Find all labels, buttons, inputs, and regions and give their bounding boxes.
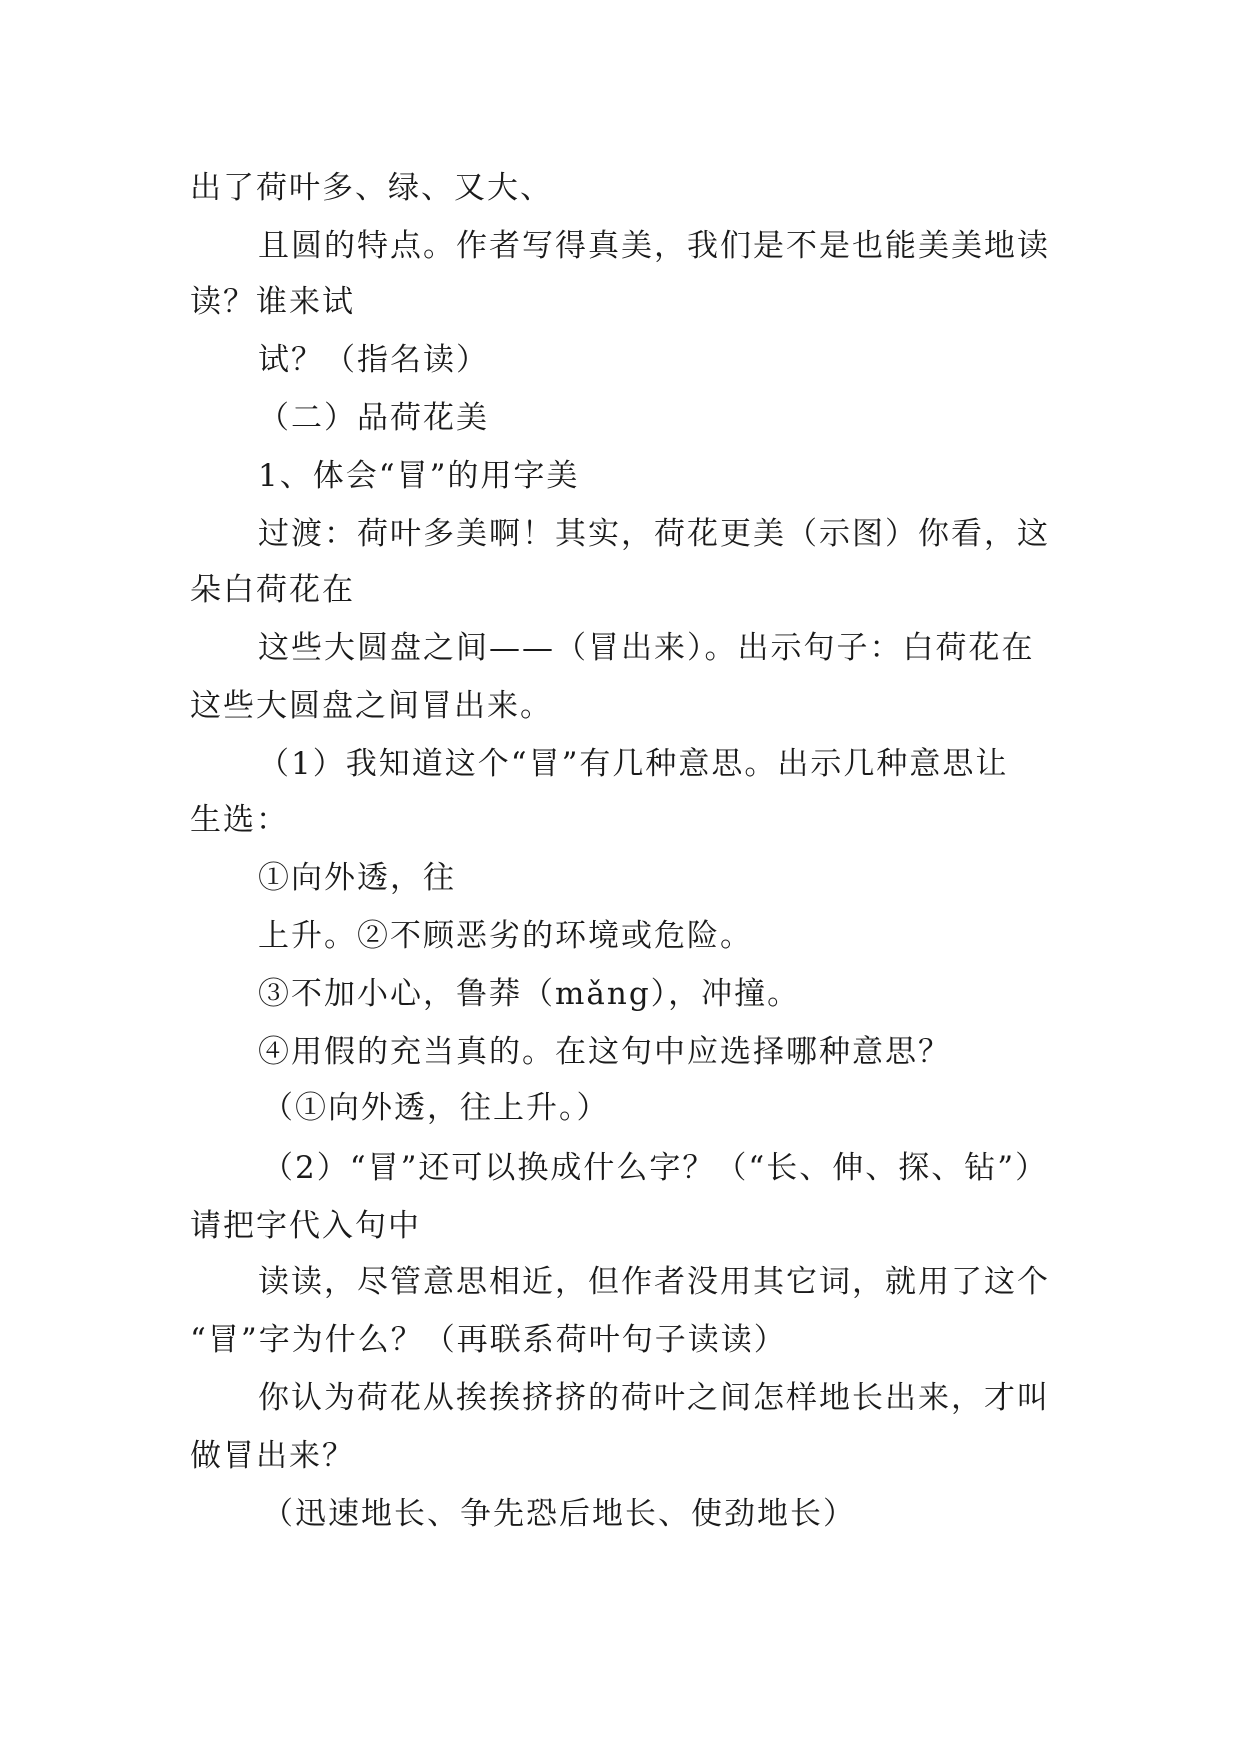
option-line: ③不加小心，鲁莽（mǎng），冲撞。 bbox=[258, 976, 801, 1012]
text-line: 读读，尽管意思相近，但作者没用其它词，就用了这个 bbox=[258, 1264, 1050, 1300]
subsection-heading: 1、体会“冒”的用字美 bbox=[258, 458, 580, 494]
section-heading: （二）品荷花美 bbox=[258, 400, 489, 436]
text-line: 朵白荷花在 bbox=[190, 572, 355, 608]
text-line: （1）我知道这个“冒”有几种意思。出示几种意思让 bbox=[258, 746, 1009, 782]
text-line: 你认为荷花从挨挨挤挤的荷叶之间怎样地长出来，才叫 bbox=[258, 1380, 1050, 1416]
text-line: 这些大圆盘之间冒出来。 bbox=[190, 688, 553, 724]
text-line: “冒”字为什么？（再联系荷叶句子读读） bbox=[190, 1322, 787, 1358]
text-line: 读？谁来试 bbox=[190, 284, 355, 320]
text-line: 做冒出来？ bbox=[190, 1438, 355, 1474]
text-line: 出了荷叶多、绿、又大、 bbox=[190, 170, 553, 206]
text-line: 这些大圆盘之间——（冒出来）。出示句子：白荷花在 bbox=[258, 630, 1035, 666]
option-line: ④用假的充当真的。在这句中应选择哪种意思？ bbox=[258, 1034, 951, 1070]
text-line: （2）“冒”还可以换成什么字？（“长、伸、探、钻”） bbox=[262, 1150, 1049, 1186]
text-line: 试？（指名读） bbox=[258, 342, 489, 378]
text-line: 过渡：荷叶多美啊！其实，荷花更美（示图）你看，这 bbox=[258, 516, 1050, 552]
text-line: 请把字代入句中 bbox=[190, 1208, 421, 1244]
option-line: ①向外透，往 bbox=[258, 860, 456, 896]
text-line: 生选： bbox=[190, 802, 289, 838]
text-line: 且圆的特点。作者写得真美，我们是不是也能美美地读 bbox=[258, 228, 1050, 264]
answer-line: （迅速地长、争先恐后地长、使劲地长） bbox=[262, 1496, 856, 1532]
answer-line: （①向外透，往上升。） bbox=[262, 1090, 610, 1126]
option-line: 上升。②不顾恶劣的环境或危险。 bbox=[258, 918, 753, 954]
